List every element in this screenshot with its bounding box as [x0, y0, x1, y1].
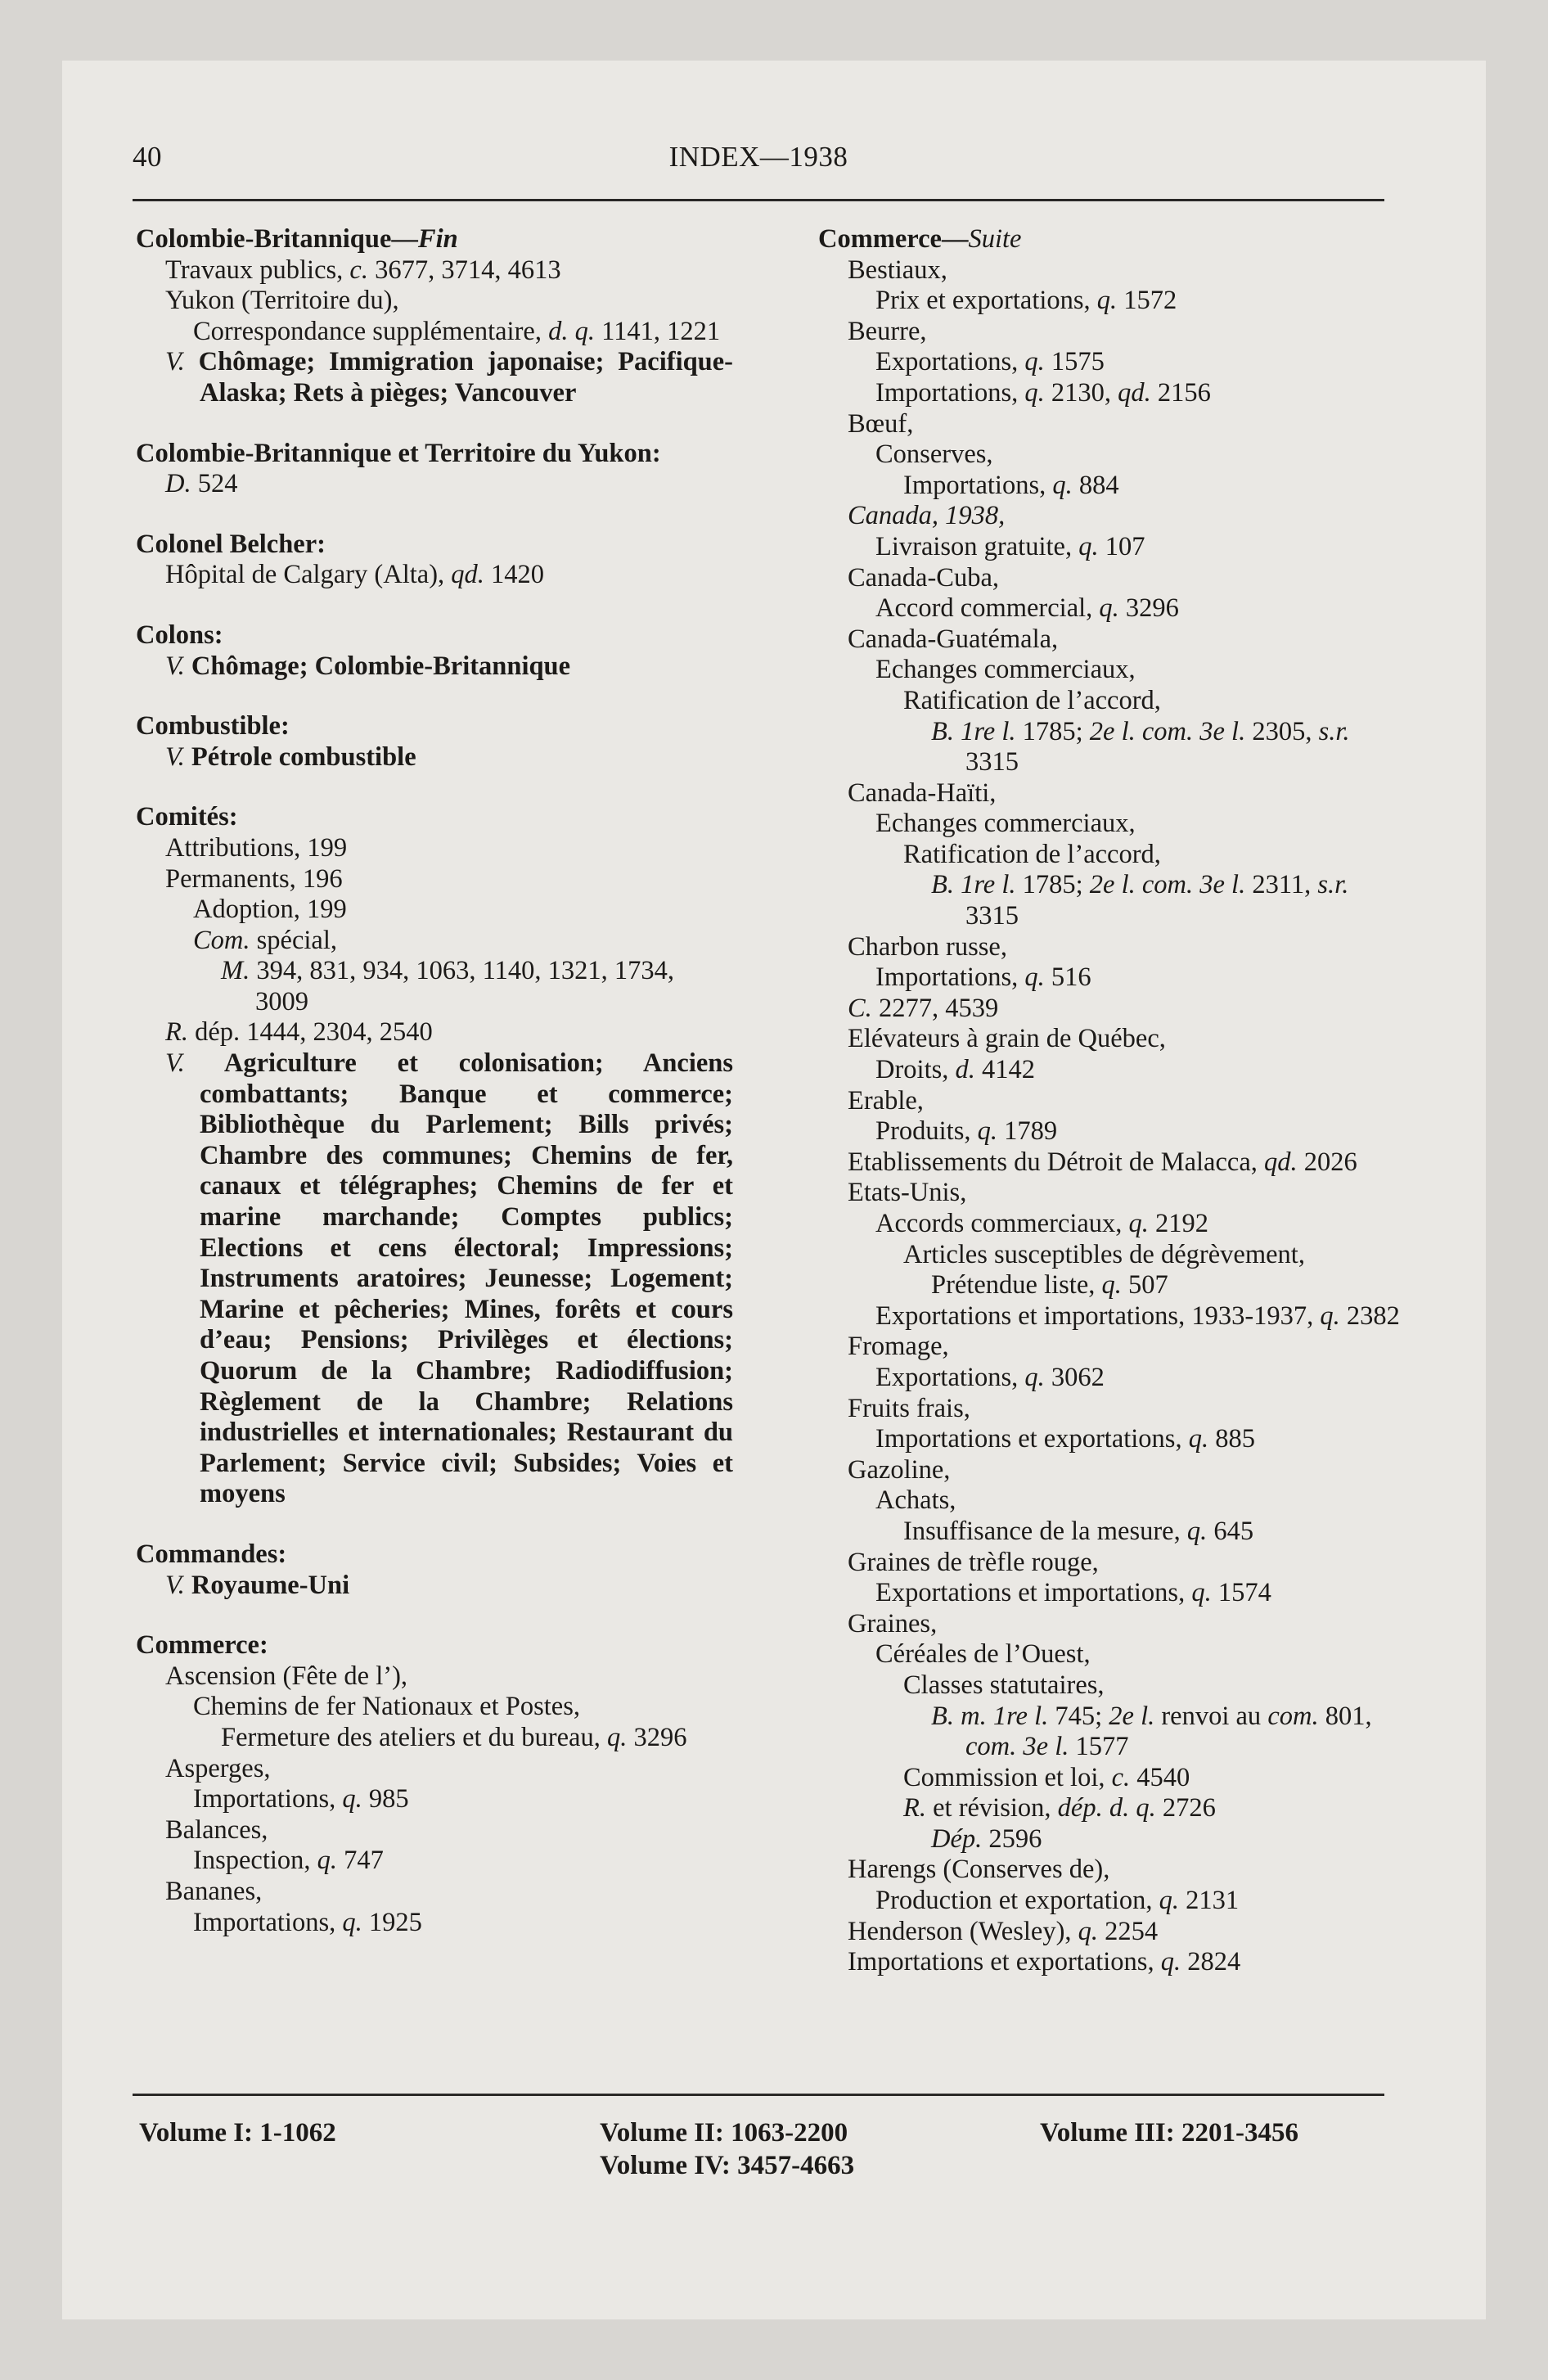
entry-text: Fruits frais, [848, 1393, 970, 1423]
index-entry [165, 833, 733, 864]
index-entry [165, 742, 733, 773]
entry-text: dép. d. q. [1057, 1793, 1156, 1823]
entry-text: V. [165, 347, 185, 377]
entry-text: 2192 [1148, 1209, 1209, 1238]
index-entry [848, 932, 1403, 963]
entry-text: Elévateurs à grain de Québec, [848, 1024, 1166, 1054]
entry-text: 745; [1048, 1701, 1109, 1731]
footer-volume-4: Volume IV: 3457-4663 [600, 2151, 855, 2180]
index-entry [165, 1571, 733, 1602]
entry-text: c. [349, 255, 368, 285]
entry-text: 747 [337, 1846, 384, 1876]
entry-gap [136, 773, 733, 802]
index-entry [165, 651, 733, 683]
entry-text: qd. [451, 560, 484, 590]
index-entry [848, 1609, 1403, 1640]
entry-text: 507 [1121, 1270, 1168, 1300]
entry-text: Graines de trèfle rouge, [848, 1547, 1099, 1577]
index-heading [136, 1630, 733, 1661]
entry-text: Classes statutaires, [903, 1670, 1105, 1700]
entry-text: s.r. [1317, 870, 1349, 900]
index-entry [848, 1917, 1403, 1948]
index-entry [165, 469, 733, 500]
index-entry [848, 1855, 1403, 1886]
index-entry [875, 286, 1403, 317]
index-entry [165, 286, 733, 317]
entry-text: R. [165, 1017, 188, 1048]
index-entry [875, 1485, 1403, 1517]
entry-text: q. [606, 1722, 628, 1752]
entry-text: Attributions, 199 [165, 832, 348, 863]
index-entry [165, 1754, 733, 1785]
index-entry [165, 1661, 733, 1693]
index-entry [875, 1209, 1403, 1240]
entry-text: Colombie-Britannique— [136, 224, 418, 254]
entry-text: Etats-Unis, [848, 1178, 967, 1208]
entry-text: 107 [1098, 531, 1145, 561]
entry-text: dép. 1444, 2304, 2540 [187, 1017, 433, 1048]
entry-text: q. [1078, 531, 1099, 561]
entry-text: Colons: [136, 620, 223, 650]
entry-text: q. [1159, 1886, 1179, 1916]
entry-text: Adoption, 199 [193, 895, 347, 925]
index-entry [193, 1692, 733, 1723]
index-entry [875, 655, 1403, 686]
entry-text: Comités: [136, 802, 238, 832]
index-entry [848, 1548, 1403, 1579]
entry-text: Fermeture des ateliers et du bureau, [221, 1722, 607, 1752]
entry-text: V. [165, 1048, 185, 1079]
entry-text: D. [165, 469, 191, 499]
entry-text: Canada-Haïti, [848, 778, 997, 808]
entry-text: 3062 [1044, 1362, 1105, 1392]
entry-text: 1785; [1015, 716, 1090, 746]
footer-rule [133, 2094, 1384, 2096]
entry-text: q. [1052, 470, 1073, 500]
page-title: INDEX—1938 [668, 141, 848, 173]
index-entry [848, 501, 1403, 532]
index-entry [875, 347, 1403, 378]
entry-text: Commerce— [818, 224, 969, 254]
entry-text: Harengs (Conserves de), [848, 1855, 1110, 1885]
entry-text: 1574 [1211, 1578, 1271, 1608]
index-entry [875, 1424, 1403, 1455]
entry-text: Exportations, [875, 1362, 1025, 1392]
entry-text: B. 1re l. [931, 716, 1016, 746]
entry-text: Dép. [931, 1823, 983, 1854]
entry-text: B. m. 1re l. [931, 1701, 1049, 1731]
entry-text: et révision, [925, 1793, 1058, 1823]
index-entry [903, 1763, 1403, 1794]
entry-text: Agriculture et colonisation; Anciens combattants; Banque et commerce; Bibliothèque du Parlement; Bills privés; Chambre des communes; Chemins de fer, canaux et télégraphes; Chemins de fer et marine marchande; Comptes publics; Elections et cens électoral; Impressions; Instruments aratoires; Jeunesse; Logement; Marine et pêcheries; Mines, forêts et cours d’eau; Pensions; Privilèges et élections; Quorum de la Chambre; Radiodiffusion; Règlement de la Chambre; Relations industrielles et internationales; Restaurant du Parlement; Service civil; Subsides; Voies et moyens [184, 1048, 733, 1509]
entry-gap [136, 682, 733, 711]
entry-text: Bœuf, [848, 408, 914, 439]
entry-text: 1785; [1015, 870, 1090, 900]
index-heading [136, 711, 733, 742]
entry-text: 1575 [1044, 347, 1105, 377]
entry-text: 2e l. com. 3e l. [1089, 716, 1246, 746]
index-entry [221, 1723, 733, 1754]
entry-text: q. [1160, 1947, 1181, 1977]
entry-text: V. [165, 741, 185, 772]
entry-text: Conserves, [875, 439, 993, 470]
entry-text: Fin [417, 224, 458, 254]
entry-text: Commission et loi, [903, 1762, 1112, 1792]
entry-text: Chômage; Immigration japonaise; Pacifique-Alaska; Rets à pièges; Vancouver [184, 347, 733, 408]
entry-text: qd. [1264, 1147, 1298, 1177]
entry-text: Commandes: [136, 1539, 287, 1569]
entry-text: 2311, [1245, 870, 1318, 900]
entry-text: 884 [1072, 470, 1119, 500]
footer-volume-2: Volume II: 1063-2200 [600, 2118, 848, 2148]
index-entry [848, 778, 1403, 809]
entry-text: Canada, 1938, [848, 501, 1006, 531]
entry-gap [136, 1601, 733, 1630]
entry-text: q. [1186, 1516, 1208, 1546]
entry-text: q. [1096, 286, 1118, 316]
left-column [136, 224, 733, 1938]
entry-text: M. [221, 956, 250, 986]
index-entry [848, 1086, 1403, 1117]
entry-text: Com. [193, 925, 250, 955]
index-entry [903, 840, 1403, 871]
entry-text: Permanents, 196 [165, 863, 343, 894]
entry-text: q. [342, 1907, 362, 1937]
entry-text: Exportations et importations, 1933-1937, [875, 1300, 1321, 1331]
index-entry [193, 1784, 733, 1815]
index-entry [931, 1270, 1403, 1301]
entry-text: V. [165, 651, 185, 681]
entry-text: Yukon (Territoire du), [165, 286, 399, 316]
index-entry [848, 1455, 1403, 1486]
entry-text: q. [1188, 1424, 1209, 1454]
index-entry [193, 317, 733, 348]
entry-text: Beurre, [848, 316, 927, 346]
entry-text: q. [1024, 1362, 1045, 1392]
index-entry [848, 624, 1403, 656]
entry-text: 4540 [1130, 1762, 1190, 1792]
entry-text: q. [977, 1116, 997, 1147]
entry-text: q. [1191, 1578, 1212, 1608]
index-entry [165, 1877, 733, 1908]
entry-text: q. [1024, 962, 1045, 993]
entry-text: Livraison gratuite, [875, 531, 1079, 561]
entry-text: Bestiaux, [848, 255, 947, 285]
entry-text: R. [903, 1793, 926, 1823]
index-heading [136, 802, 733, 833]
index-entry [848, 994, 1403, 1025]
entry-text: Charbon russe, [848, 931, 1007, 962]
entry-text: Erable, [848, 1085, 924, 1116]
entry-gap [136, 591, 733, 620]
entry-text: 2131 [1178, 1886, 1240, 1916]
footer-volume-3: Volume III: 2201-3456 [1040, 2118, 1298, 2148]
entry-text: 2254 [1098, 1916, 1159, 1946]
entry-text: q. [1024, 347, 1045, 377]
entry-text: Prix et exportations, [875, 286, 1097, 316]
index-entry [221, 956, 733, 1017]
index-entry [848, 255, 1403, 286]
index-heading [136, 620, 733, 651]
index-entry [165, 1048, 733, 1510]
entry-text: Achats, [875, 1485, 956, 1516]
index-entry [848, 1024, 1403, 1055]
index-entry [875, 1363, 1403, 1394]
index-entry [875, 809, 1403, 840]
entry-text: Hôpital de Calgary (Alta), [165, 560, 452, 590]
entry-text: 2156 [1150, 377, 1211, 408]
entry-text: Combustible: [136, 711, 290, 741]
entry-text: 3296 [627, 1722, 687, 1752]
entry-text: q. [1078, 1916, 1099, 1946]
entry-text: Echanges commerciaux, [875, 809, 1136, 839]
index-entry [165, 1017, 733, 1048]
index-entry [875, 1301, 1403, 1332]
entry-text: 2e l. com. 3e l. [1089, 870, 1246, 900]
entry-text: Prétendue liste, [931, 1270, 1102, 1300]
header-rule [133, 199, 1384, 201]
entry-text: 3315 [965, 901, 1019, 931]
index-entry [193, 1908, 733, 1939]
entry-text: 2e l. [1109, 1701, 1155, 1731]
index-entry [875, 532, 1403, 563]
entry-text: Graines, [848, 1608, 938, 1639]
entry-gap [136, 1510, 733, 1539]
entry-text: s.r. [1318, 716, 1350, 746]
index-entry [931, 1702, 1403, 1763]
index-entry [193, 1846, 733, 1877]
page-header [133, 141, 1384, 190]
index-entry [875, 1639, 1403, 1670]
entry-text: 3677, 3714, 4613 [367, 255, 561, 285]
right-column [818, 224, 1403, 1978]
entry-text: Produits, [875, 1116, 978, 1147]
index-entry [875, 378, 1403, 409]
entry-text: 4142 [974, 1055, 1035, 1085]
entry-text: q. [1024, 377, 1045, 408]
index-entry [931, 717, 1403, 778]
entry-text: d. [955, 1055, 975, 1085]
entry-text: Importations et exportations, [848, 1947, 1161, 1977]
entry-text: Chômage; Colombie-Britannique [184, 651, 571, 681]
entry-text: 645 [1207, 1516, 1254, 1546]
index-entry [848, 1178, 1403, 1209]
index-entry [193, 926, 733, 957]
index-entry [848, 1147, 1403, 1179]
entry-text: Correspondance supplémentaire, [193, 316, 549, 346]
index-heading [136, 439, 733, 470]
index-entry [165, 1815, 733, 1846]
index-entry [165, 347, 733, 408]
index-entry [875, 962, 1403, 994]
entry-text: 2726 [1155, 1793, 1216, 1823]
entry-text: Fromage, [848, 1332, 949, 1362]
index-entry [931, 870, 1403, 931]
entry-text: 516 [1044, 962, 1091, 993]
entry-text: Canada-Cuba, [848, 562, 1000, 593]
entry-text: V. [165, 1570, 185, 1600]
entry-text: d. q. [548, 316, 595, 346]
index-entry [848, 409, 1403, 440]
entry-text: Etablissements du Détroit de Malacca, [848, 1147, 1265, 1177]
index-entry [848, 1394, 1403, 1425]
entry-text: renvoi au [1154, 1701, 1268, 1731]
entry-text: Canada-Guatémala, [848, 624, 1059, 654]
entry-text: Travaux publics, [165, 255, 350, 285]
entry-text: Pétrole combustible [184, 741, 416, 772]
entry-text: Exportations et importations, [875, 1578, 1192, 1608]
index-heading [136, 530, 733, 561]
index-entry [875, 1055, 1403, 1086]
entry-text: Accord commercial, [875, 593, 1100, 624]
index-entry [903, 471, 1403, 502]
entry-text: q. [1128, 1209, 1149, 1238]
entry-text: Production et exportation, [875, 1886, 1159, 1916]
entry-text: 1572 [1117, 286, 1177, 316]
entry-text: 394, 831, 934, 1063, 1140, 1321, 1734, 3009 [250, 956, 674, 1016]
entry-text: C. [848, 993, 872, 1023]
entry-text: 2130, [1044, 377, 1118, 408]
entry-text: B. 1re l. [931, 870, 1016, 900]
index-entry [165, 560, 733, 591]
index-entry [903, 1517, 1403, 1548]
entry-text: 985 [362, 1784, 409, 1814]
entry-text: 524 [191, 469, 238, 499]
entry-text: 2277, 4539 [871, 993, 999, 1023]
index-entry [848, 1947, 1403, 1978]
entry-text: spécial, [250, 925, 338, 955]
entry-gap [136, 500, 733, 530]
entry-text: Ratification de l’accord, [903, 839, 1161, 869]
entry-text: Importations, [875, 962, 1025, 993]
entry-text: Royaume-Uni [184, 1570, 350, 1600]
entry-text: Importations et exportations, [875, 1424, 1189, 1454]
entry-text: Inspection, [193, 1846, 317, 1876]
entry-text: Accords commerciaux, [875, 1209, 1129, 1238]
index-entry [165, 864, 733, 895]
index-entry [875, 593, 1403, 624]
entry-text: Suite [968, 224, 1022, 254]
entry-text: Exportations, [875, 347, 1025, 377]
entry-text: Importations, [193, 1907, 343, 1937]
entry-text: q. [1099, 593, 1119, 624]
entry-gap [136, 409, 733, 439]
entry-text: Balances, [165, 1814, 268, 1845]
entry-text: Insuffisance de la mesure, [903, 1516, 1187, 1546]
entry-text: Henderson (Wesley), [848, 1916, 1078, 1946]
index-entry [903, 686, 1403, 717]
entry-text: Asperges, [165, 1753, 271, 1783]
entry-text: 3315 [965, 747, 1019, 778]
entry-text: 2305, [1245, 716, 1319, 746]
page-number: 40 [133, 141, 162, 173]
index-heading [136, 1539, 733, 1571]
entry-text: com. [1267, 1701, 1319, 1731]
index-entry [903, 1670, 1403, 1702]
entry-text: 2824 [1181, 1947, 1241, 1977]
index-entry [848, 1332, 1403, 1363]
entry-text: Gazoline, [848, 1454, 951, 1485]
entry-text: Céréales de l’Ouest, [875, 1639, 1091, 1670]
index-heading [818, 224, 1403, 255]
index-entry [848, 317, 1403, 348]
footer-volume-1: Volume I: 1-1062 [139, 2118, 336, 2148]
entry-text: 1141, 1221 [594, 316, 721, 346]
entry-text: Importations, [903, 470, 1053, 500]
entry-text: Ratification de l’accord, [903, 685, 1161, 715]
entry-text: q. [1320, 1300, 1340, 1331]
index-heading [136, 224, 733, 255]
entry-text: qd. [1118, 377, 1151, 408]
entry-text: Importations, [193, 1784, 343, 1814]
entry-text: 801, [1318, 1701, 1372, 1731]
entry-text: Colonel Belcher: [136, 529, 326, 559]
index-entry [193, 895, 733, 926]
entry-text: 2026 [1297, 1147, 1357, 1177]
entry-text: com. 3e l. [965, 1732, 1069, 1762]
entry-text: 1577 [1069, 1732, 1129, 1762]
entry-text: Colombie-Britannique et Territoire du Yukon: [136, 438, 661, 468]
entry-text: Chemins de fer Nationaux et Postes, [193, 1692, 580, 1722]
entry-text: Ascension (Fête de l’), [165, 1661, 408, 1691]
entry-text: Importations, [875, 377, 1025, 408]
entry-text: Articles susceptibles de dégrèvement, [903, 1239, 1305, 1269]
entry-text: q. [317, 1846, 338, 1876]
entry-text: 1420 [484, 560, 545, 590]
index-entry [875, 439, 1403, 471]
entry-text: 1925 [362, 1907, 422, 1937]
entry-text: 885 [1208, 1424, 1255, 1454]
index-entry [875, 1116, 1403, 1147]
index-entry [931, 1824, 1403, 1855]
index-entry [848, 563, 1403, 594]
entry-text: 2596 [982, 1823, 1042, 1854]
index-entry [903, 1793, 1403, 1824]
index-entry [903, 1240, 1403, 1271]
index-entry [165, 255, 733, 286]
entry-text: q. [1101, 1270, 1122, 1300]
entry-text: Droits, [875, 1055, 956, 1085]
index-entry [875, 1578, 1403, 1609]
entry-text: q. [342, 1784, 362, 1814]
entry-text: c. [1111, 1762, 1131, 1792]
index-entry [875, 1886, 1403, 1917]
entry-text: Bananes, [165, 1876, 263, 1906]
entry-text: 3296 [1118, 593, 1179, 624]
entry-text: 1789 [997, 1116, 1058, 1147]
entry-text: 2382 [1339, 1300, 1400, 1331]
entry-text: Commerce: [136, 1630, 268, 1661]
entry-text: Echanges commerciaux, [875, 655, 1136, 685]
